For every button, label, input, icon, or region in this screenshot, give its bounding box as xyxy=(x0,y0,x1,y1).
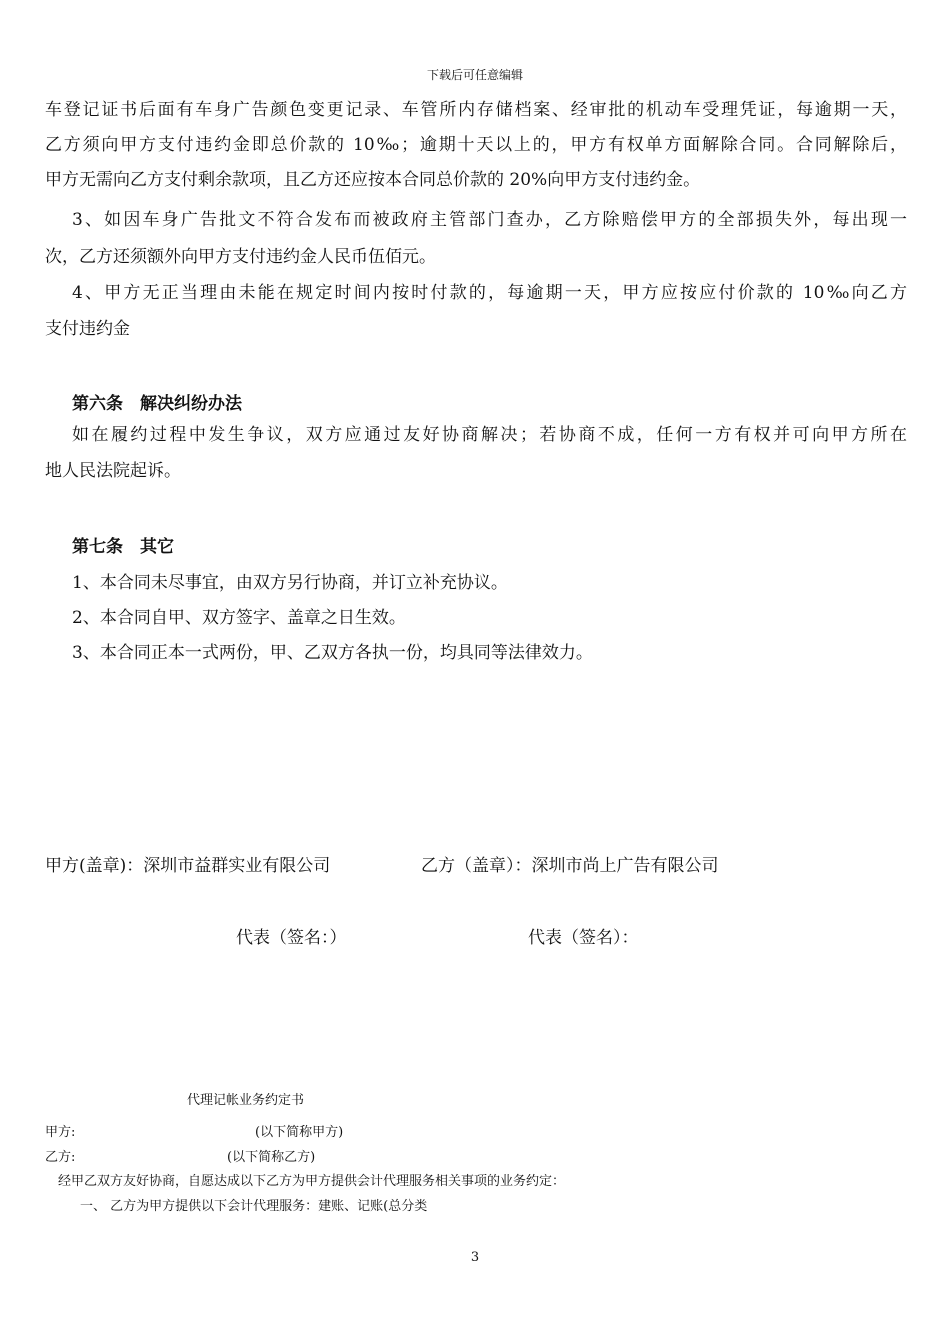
appendix-party-b-note: (以下简称乙方) xyxy=(227,1150,316,1165)
article-7-item-3: 3、本合同正本一式两份，甲、乙双方各执一份，均具同等法律效力。 xyxy=(72,643,593,663)
appendix-party-a-note: (以下简称甲方) xyxy=(255,1125,344,1140)
article-7-heading: 第七条 其它 xyxy=(72,537,174,557)
article-6-line-2: 地人民法院起诉。 xyxy=(45,461,181,481)
party-b-representative: 代表（签名）： xyxy=(528,928,639,948)
appendix-title: 代理记帐业务约定书 xyxy=(187,1093,305,1108)
page-header-note: 下载后可任意编辑 xyxy=(426,68,523,82)
article-7-item-1: 1、本合同未尽事宜，由双方另行协商，并订立补充协议。 xyxy=(72,573,508,593)
article-6-line-1: 如在履约过程中发生争议，双方应通过友好协商解决；若协商不成，任何一方有权并可向甲方所在 xyxy=(72,425,907,445)
item4-line-1: 4、甲方无正当理由未能在规定时间内按时付款的，每逾期一天，甲方应按应付价款的 10‰向乙方 xyxy=(72,283,907,303)
appendix-party-b-label: 乙方: xyxy=(45,1150,76,1165)
party-b-seal: 乙方（盖章）：深圳市尚上广告有限公司 xyxy=(421,856,719,876)
appendix-intro: 经甲乙双方友好协商，自愿达成以下乙方为甲方提供会计代理服务相关事项的业务约定： xyxy=(58,1174,566,1189)
item3-line-2: 次，乙方还须额外向甲方支付违约金人民币伍佰元。 xyxy=(45,247,436,267)
item4-line-2: 支付违约金 xyxy=(45,319,130,339)
party-a-representative: 代表（签名：） xyxy=(236,928,347,948)
intro-line-3: 甲方无需向乙方支付剩余款项，且乙方还应按本合同总价款的 20%向甲方支付违约金。 xyxy=(45,170,701,190)
intro-line-1: 车登记证书后面有车身广告颜色变更记录、车管所内存储档案、经审批的机动车受理凭证，每逾期一天， xyxy=(45,100,907,120)
page-number: 3 xyxy=(470,1250,480,1265)
article-7-item-2: 2、本合同自甲、双方签字、盖章之日生效。 xyxy=(72,608,406,628)
intro-line-2: 乙方须向甲方支付违约金即总价款的 10‰；逾期十天以上的，甲方有权单方面解除合同。合同解除后， xyxy=(45,135,907,155)
item3-line-1: 3、如因车身广告批文不符合发布而被政府主管部门查办，乙方除赔偿甲方的全部损失外，每出现一 xyxy=(72,210,907,230)
appendix-party-a-label: 甲方: xyxy=(45,1125,76,1140)
party-a-seal: 甲方(盖章)：深圳市益群实业有限公司 xyxy=(45,856,331,876)
appendix-item-1: 一、 乙方为甲方提供以下会计代理服务：建账、记账(总分类 xyxy=(80,1199,428,1214)
article-6-heading: 第六条 解决纠纷办法 xyxy=(72,394,242,414)
